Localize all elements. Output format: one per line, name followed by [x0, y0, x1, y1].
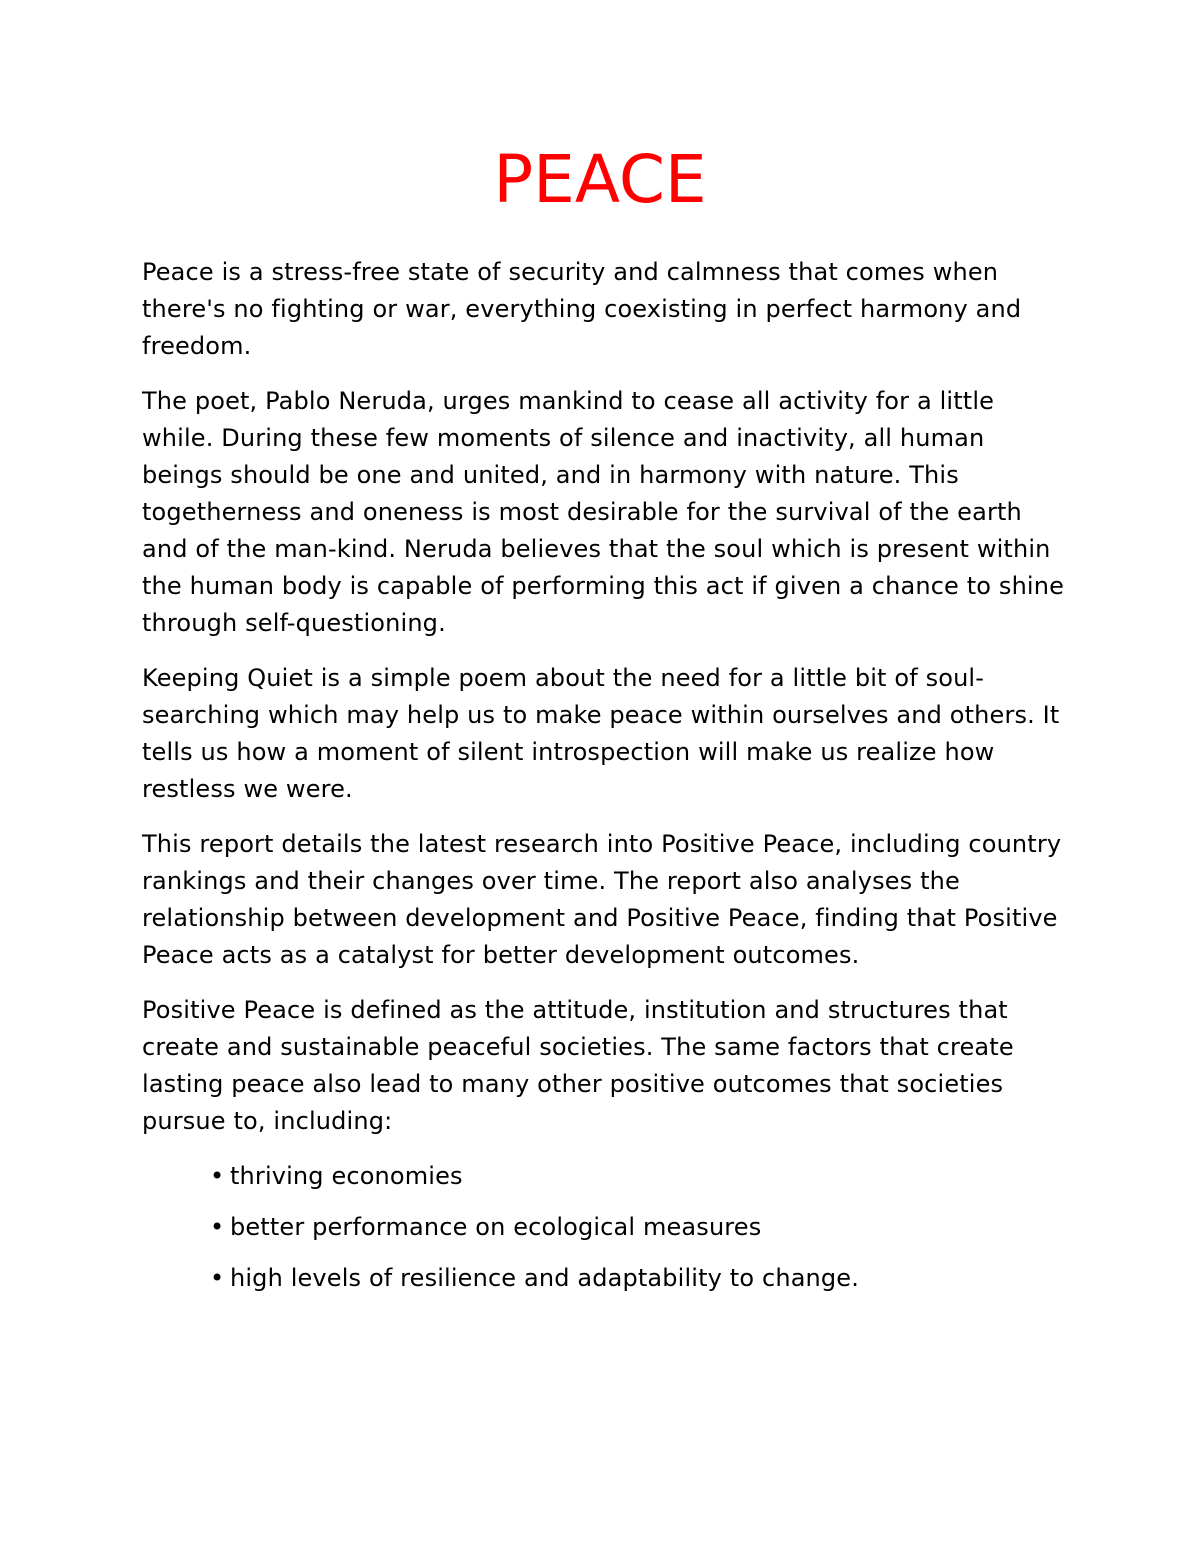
- paragraph-keeping-quiet: Keeping Quiet is a simple poem about the need for a little bit of soul-searching which may help us to make peace within ourselves and others. It tells us how a moment of silent introspection will make us realize how restless we were.: [142, 664, 1060, 803]
- paragraph-definition: Peace is a stress-free state of security and calmness that comes when there's no fighting or war, everything coexisting in perfect harmony and freedom.: [142, 258, 1022, 360]
- list-item: [210, 1209, 1072, 1246]
- list-item-text: high levels of resilience and adaptability to change.: [230, 1264, 859, 1292]
- bullet-icon: •: [210, 1213, 225, 1241]
- list-item: [210, 1158, 1072, 1195]
- list-item-text: thriving economies: [230, 1162, 463, 1190]
- bullet-icon: •: [210, 1162, 225, 1190]
- list-item-text: better performance on ecological measures: [230, 1213, 762, 1241]
- list-item: [210, 1260, 1072, 1297]
- bullet-icon: •: [210, 1264, 225, 1292]
- document-body: [142, 254, 1072, 1311]
- paragraph-positive-peace: Positive Peace is defined as the attitude, institution and structures that create and sustainable peaceful societies. The same factors that create lasting peace also lead to many other positive outcomes that societies pursue to, including:: [142, 996, 1014, 1135]
- document-title: PEACE: [493, 141, 707, 218]
- paragraph-report: This report details the latest research into Positive Peace, including country rankings and their changes over time. The report also analyses the relationship between development and Positive Peace, finding that Positive Peace acts as a catalyst for better development outcomes.: [142, 830, 1062, 969]
- outcomes-list: [142, 1158, 1072, 1297]
- paragraph-neruda: The poet, Pablo Neruda, urges mankind to cease all activity for a little while. During these few moments of silence and inactivity, all human beings should be one and united, and in harmony with nature. This togetherness and oneness is most desirable for the survival of the earth and of the man-kind. Neruda believes that the soul which is present within the human body is capable of performing this act if given a chance to shine through self-questioning.: [142, 387, 1065, 637]
